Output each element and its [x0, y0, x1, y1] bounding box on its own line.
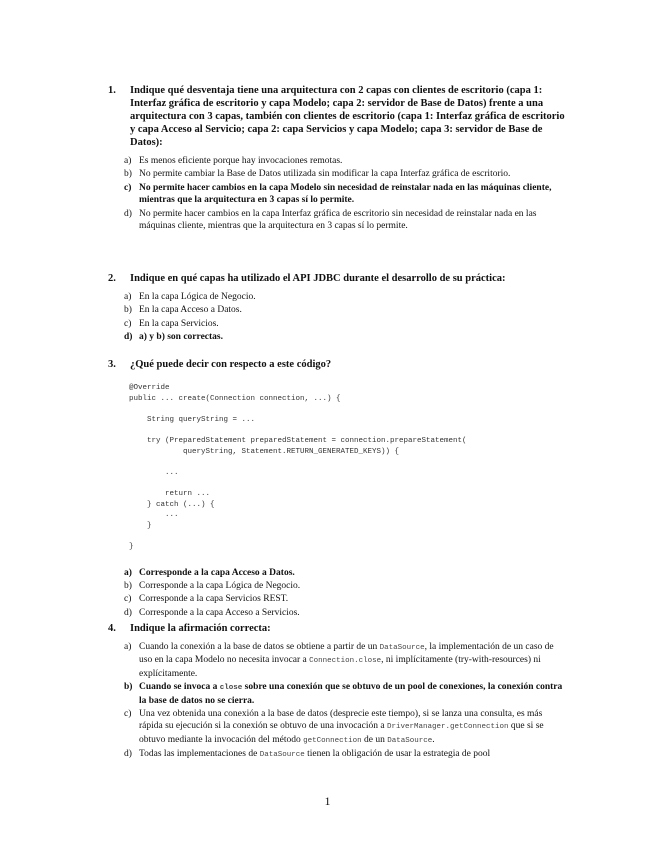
question-4	[108, 622, 568, 763]
question-number: 4.	[108, 623, 116, 634]
option-d[interactable]: d) a) y b) son correctas.	[124, 332, 223, 343]
option-a[interactable]: a) En la capa Lógica de Negocio.	[124, 292, 256, 302]
code-term: DataSource	[259, 751, 305, 760]
question-number: 1.	[108, 85, 116, 96]
question-1	[108, 84, 568, 233]
code-term: close	[219, 684, 243, 693]
question-3	[108, 358, 568, 620]
option-c[interactable]: c) Corresponde a la capa Servicios REST.	[124, 594, 289, 605]
code-term: DataSource	[379, 644, 425, 652]
option-a[interactable]: a) Cuando la conexión a la base de datos se obtiene a partir de un DataSource, la implementación de un caso de uso en la capa Modelo no necesita invocar a Connection.close, ni implícitamente (try-with-resources) ni explícitamente.	[124, 642, 554, 679]
option-b[interactable]: b) Corresponde a la capa Lógica de Negocio.	[124, 580, 301, 591]
code-term: DriverManager.getConnection	[386, 723, 509, 732]
question-2	[108, 272, 568, 345]
question-text: Indique qué desventaja tiene una arquitectura con 2 capas con clientes de escritorio (capa 1: Interfaz gráfica de escritorio y capa Modelo; capa 2: servidor de Base de Datos) frente a una arquitectura con 3 capas, también con clientes de escritorio (capa 1: Interfaz gráfica de escritorio y capa Acceso al Servicio; capa 2: capa Servicios y capa Modelo; capa 3: servidor de Base de Datos):	[130, 85, 565, 148]
question-text: Indique la afirmación correcta:	[130, 623, 271, 634]
code-term: getConnection	[303, 736, 362, 745]
option-b[interactable]: b) En la capa Acceso a Datos.	[124, 305, 242, 316]
option-c[interactable]: c) No permite hacer cambios en la capa Modelo sin necesidad de reinstalar nada en las máquinas cliente, mientras que la arquitectura en 3 capas sí lo permite.	[124, 182, 552, 206]
option-a[interactable]: a) Corresponde a la capa Acceso a Datos.	[124, 567, 295, 578]
option-b[interactable]: b) Cuando se invoca a close sobre una conexión que se obtuvo de un pool de conexiones, la conexión contra la base de datos no se cierra.	[124, 682, 563, 706]
code-term: Connection.close	[309, 657, 382, 666]
option-c[interactable]: c) Una vez obtenida una conexión a la base de datos (desprecie este tiempo), si se lanza una consulta, es más rápida su ejecución si la conexión se obtuvo de una invocación a DriverManager.getConnection que si se obtuvo mediante la invocación del método getConnection de un DataSource.	[124, 709, 544, 745]
option-list	[108, 567, 568, 620]
question-number: 3.	[108, 359, 116, 370]
option-d[interactable]: d) No permite hacer cambios en la capa Interfaz gráfica de escritorio sin necesidad de reinstalar nada en las máquinas cliente, mientras que la arquitectura en 3 capas sí lo permite.	[124, 208, 537, 232]
option-d[interactable]: d) Todas las implementaciones de DataSource tienen la obligación de usar la estrategia de pool	[124, 749, 491, 760]
option-list	[108, 155, 568, 232]
code-snippet: @Override public ... create(Connection connection, ...) { String queryString = ... try (PreparedStatement preparedStatement = connection.prepareStatement( queryString, Statement.RETURN_GENERATED_KEYS)) { ... return ... } catch (...) { ... } }	[129, 384, 467, 551]
page-number: 1	[324, 794, 331, 808]
question-text: ¿Qué puede decir con respecto a este código?	[130, 359, 332, 370]
option-a[interactable]: a) Es menos eficiente porque hay invocaciones remotas.	[124, 156, 343, 166]
option-c[interactable]: c) En la capa Servicios.	[124, 318, 219, 329]
question-text: Indique en qué capas ha utilizado el API JDBC durante el desarrollo de su práctica:	[130, 273, 506, 284]
question-number: 2.	[108, 273, 116, 284]
option-list	[108, 291, 568, 344]
option-list	[108, 641, 568, 762]
option-d[interactable]: d) Corresponde a la capa Acceso a Servicios.	[124, 607, 300, 618]
code-term: DataSource	[387, 736, 433, 745]
option-b[interactable]: b) No permite cambiar la Base de Datos utilizada sin modificar la capa Interfaz gráfica de escritorio.	[124, 169, 511, 180]
